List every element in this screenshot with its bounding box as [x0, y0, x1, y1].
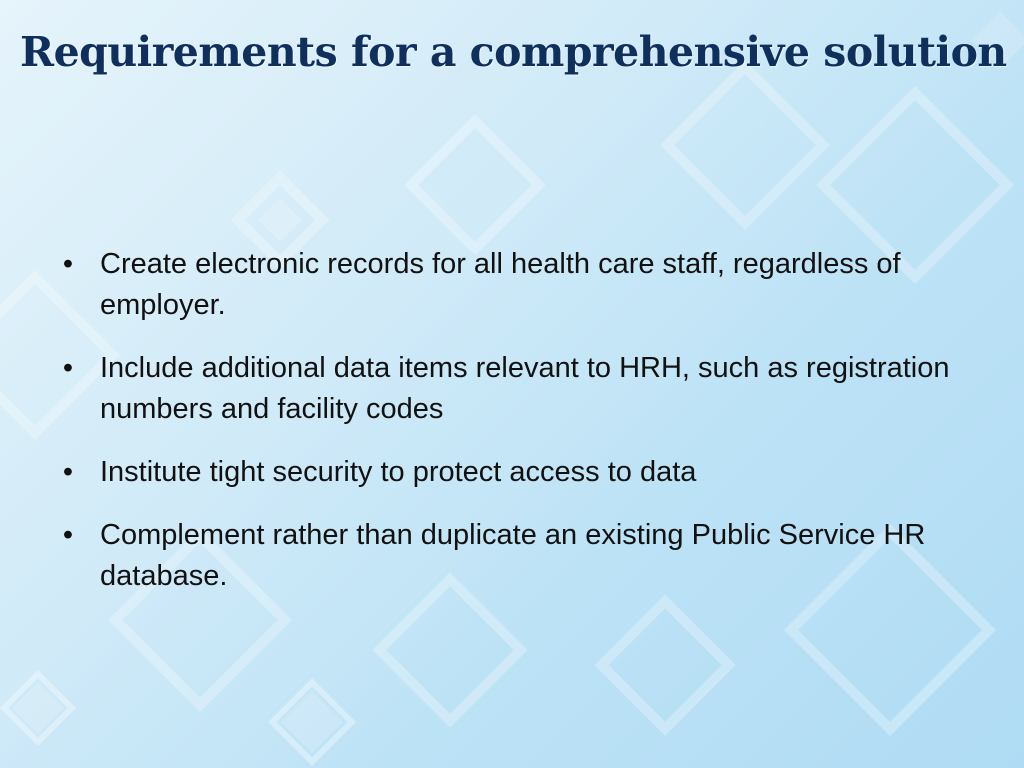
slide-title: Requirements for a comprehensive solution: [20, 28, 1007, 76]
bullet-item: [58, 515, 958, 597]
bullet-item: [58, 348, 958, 430]
bullet-symbol: •: [62, 248, 74, 280]
bullet-text: Create electronic records for all health care staff, regardless of employer.: [100, 248, 901, 321]
bullet-symbol: •: [62, 352, 74, 384]
bullet-item: [58, 244, 958, 326]
bullet-item: [58, 452, 958, 493]
bullet-symbol: •: [62, 456, 74, 488]
bullet-text: Complement rather than duplicate an existing Public Service HR database.: [100, 519, 926, 592]
bullet-text: Include additional data items relevant to HRH, such as registration numbers and facility codes: [100, 352, 950, 425]
bullet-text: Institute tight security to protect access to data: [100, 456, 697, 488]
bullet-symbol: •: [62, 519, 74, 551]
bullet-list: [58, 244, 958, 619]
